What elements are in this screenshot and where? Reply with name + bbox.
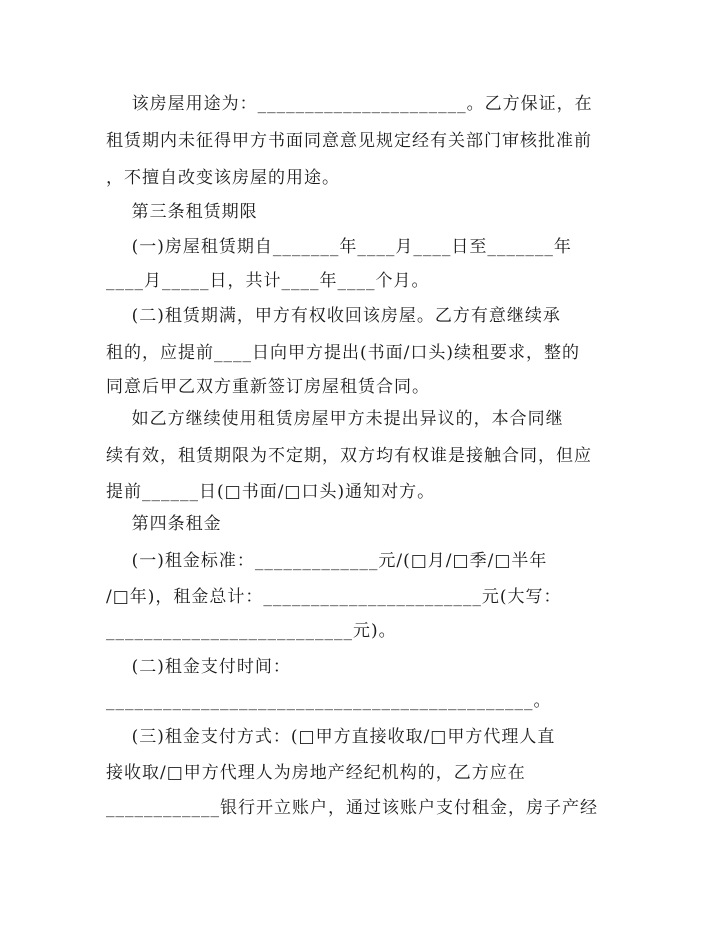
text-line: 同意后甲乙双方重新签订房屋租赁合同。 [106,377,430,397]
text-line: (一)租金标准：_____________元/(□月/□季/□半年 [106,551,548,571]
text-line: (三)租金支付方式：(□甲方直接收取/□甲方代理人直 [106,727,556,747]
text-line: __________________________元)。 [106,621,397,641]
text-line: (一)房屋租赁期自_______年____月____日至_______年 [106,237,572,257]
text-line: 如乙方继续使用租赁房屋甲方未提出异议的，本合同继 [106,409,564,429]
text-line: /□年)，租金总计：_______________________元(大写： [106,587,562,607]
text-line: ____________银行开立账户，通过该账户支付租金，房子产经 [106,798,598,818]
text-line: 续有效，租赁期限为不定期，双方均有权谁是接触合同，但应 [106,446,592,466]
text-line: ，不擅自改变该房屋的用途。 [106,168,340,188]
text-line: (二)租金支付时间： [106,657,291,677]
text-line: 该房屋用途为：______________________。乙方保证，在 [106,94,593,114]
text-line: 提前______日(□书面/□口头)通知对方。 [106,482,436,502]
text-line: 租的，应提前____日向甲方提出(书面/口头)续租要求，整的 [106,343,580,363]
text-line: 租赁期内未征得甲方书面同意意见规定经有关部门审核批准前 [106,131,592,151]
section-heading: 第四条租金 [106,514,222,534]
text-line: _____________________________________________。 [106,691,552,711]
text-line: 接收取/□甲方代理人为房地产经纪机构的，乙方应在 [106,763,526,783]
text-line: ____月_____日，共计____年____个月。 [106,271,430,291]
text-line: (二)租赁期满，甲方有权收回该房屋。乙方有意继续承 [106,306,561,326]
section-heading: 第三条租赁期限 [106,202,258,222]
